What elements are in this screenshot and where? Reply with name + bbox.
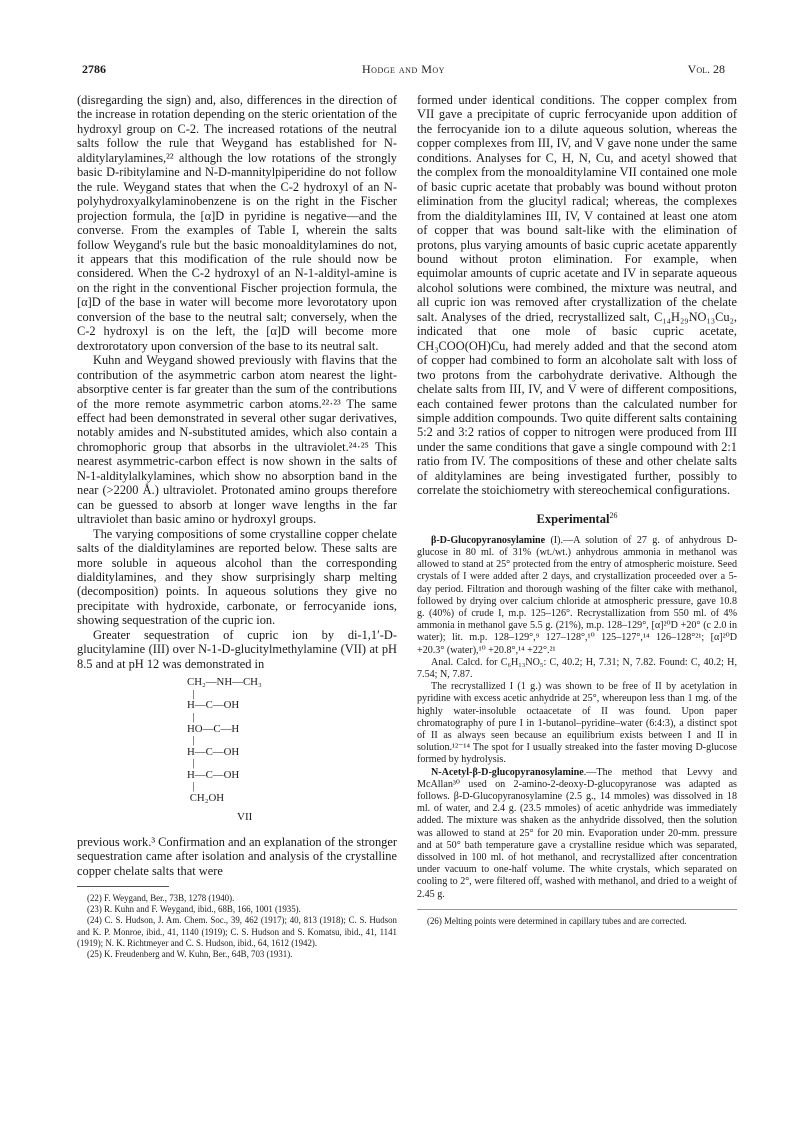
procedure-paragraph bbox=[417, 767, 737, 901]
footnote: (24) C. S. Hudson, J. Am. Chem. Soc., 39, 462 (1917); 40, 813 (1918); C. S. Hudson and K. P. Monroe, ibid., 41, 1140 (1919); C. S. Hudson and S. Komatsu, ibid., 41, 1141 (1919); N. K. Richtmeyer and C. S. Hudson, ibid., 64, 1612 (1942). bbox=[77, 915, 397, 948]
paragraph: Greater sequestration of cupric ion by di-1,1′-D-glucitylamine (III) over N-1-D-glucitylmethylamine (VII) at pH 8.5 and at pH 12 was demonstrated in bbox=[77, 627, 397, 671]
procedure-text: .—The method that Levvy and McAllan³⁰ used on 2-amino-2-deoxy-D-glucopyranose was adapted as follows. β-D-Glucopyranosylamine (2.5 g., 14 mmoles) was dissolved in 18 ml. of water, and 2.4 g. (23.5 mmoles) of acetic anhydride was immediately added. The mixture was shaken as the anhydride dissolved, then the solution was allowed to stand at 25° for 20 min. Evaporation under 20-mm. pressure and at 50° bath temperature gave a crystalline residue which was separated, dissolved in 100 ml. of hot methanol, and recrystallized after concentration under vacuum to one-half volume. The white crystals, which separated on cooling to 2°, were filtered off, washed with methanol, and dried to a weight of 2.45 g. bbox=[417, 766, 737, 900]
structure-label: VII bbox=[237, 810, 253, 823]
footnote: (23) R. Kuhn and F. Weygand, ibid., 68B, 166, 1001 (1935). bbox=[87, 904, 301, 915]
footnote-rule bbox=[417, 909, 737, 910]
left-column bbox=[77, 93, 397, 960]
paragraph: The varying compositions of some crystalline copper chelate salts of the dialditylamines are reported below. These salts are more soluble in aqueous alcohol than the corresponding dialditylamines, and they show surprisingly sharp melting (decomposition) points. In aqueous solutions they give no precipitate with hydroxide, carbonate, or ferrocyanide ions, showing sequestration of the cupric ion. bbox=[77, 526, 397, 628]
page-number: 2786 bbox=[82, 62, 106, 76]
paragraph: previous work.³ Confirmation and an explanation of the stronger sequestration came after isolation and analysis of the crystalline copper chelate salts that were bbox=[77, 834, 397, 878]
right-column bbox=[417, 93, 737, 927]
procedure-text: (I).—A solution of 27 g. of anhydrous D-glucose in 80 ml. of 31% (wt./wt.) anhydrous ammonia in methanol was allowed to stand at 25° protected from the entry of atmospheric moisture. Seed crystals of I were added after 2 days, and crystallization proceeded over a 5-day period. Filtration and thorough washing of the filter cake with methanol, followed by drying over calcium chloride at atmospheric pressure, gave 10.8 g. (40%) of crude I, m.p. 125–126°. Recrystallization from 550 ml. of 4% ammonia in methanol gave 5.5 g. (21%), m.p. 128–129°, [α]²⁰D +20° (c 2.0 in water); lit. m.p. 128–129°,⁹ 127–128°,¹⁰ 125–127°,¹⁴ 126–128°²¹; [α]²⁰D +20.3° (water),¹⁰ +20.8°,¹⁴ +22°.²¹ bbox=[417, 534, 737, 656]
footnote: (25) K. Freudenberg and W. Kuhn, Ber., 64B, 703 (1931). bbox=[87, 949, 293, 960]
analysis-line: Anal. Calcd. for C₆H₁₃NO₅: C, 40.2; H, 7.31; N, 7.82. Found: C, 40.2; H, 7.54; N, 7.87. bbox=[417, 656, 737, 680]
paragraph: (disregarding the sign) and, also, differences in the direction of the increase in rotation depending on the steric orientation of the hydroxyl group on C-2. The increased rotations of the neutral salts follow the rule that Weygand has established for N-alditylarylamines,²² although the low rotations of the strongly basic D-ribitylamine and N-D-mannitylpiperidine do not follow the rule. Weygand states that when the C-2 hydroxyl of an N-polyhydroxyalkylaminobenzene is on the right in the Fischer projection formula, the [α]D in pyridine is negative—and the converse. From the examples of Table I, wherein the salts follow Weygand's rule but the basic monoalditylamines do not, it appears that this modification of the rule should now be considered. When the C-2 hydroxyl of an N-1-aldityl-amine is on the right in the conventional Fischer projection formula, the [α]D of the base in water will become more levorotatory upon conversion of the base to the neutral salt; conversely, when the C-2 hydroxyl is on the left, the [α]D will become more dextrorotatory upon conversion of the base to its neutral salt. bbox=[77, 93, 397, 353]
procedure-paragraph: The recrystallized I (1 g.) was shown to be free of II by acetylation in pyridine with excess acetic anhydride at 25°, whereupon less than 1 mg. of the highly water-insoluble octaacetate of II was found. Upon paper chromatography of pure I in 1-butanol–pyridine–water (6:4:3), a distinct spot of II as always seen because an equilibrium exists between I and II in solution.¹²⁻¹⁴ The spot for I usually streaked into the faster moving D-glucose formed by hydrolysis. bbox=[417, 681, 737, 766]
section-title: Experimental bbox=[536, 511, 610, 526]
footnote-rule bbox=[77, 886, 169, 887]
compound-heading: N-Acetyl-β-D-glucopyranosylamine bbox=[431, 766, 584, 778]
paragraph: Kuhn and Weygand showed previously with flavins that the contribution of the asymmetric carbon atom nearest the light-absorptive center is far greater than the sum of the contributions of the more remote asymmetric carbon atoms.²²·²³ The same effect had been demonstrated in several other sugar derivatives, notably amides and N-substituted amides, which also contain a chromophoric group that absorbs in the ultraviolet.²⁴·²⁵ This nearest asymmetric-carbon effect is now shown in the salts of N-1-alditylalkylamines, which show no absorption band in the near (>2200 Å.) ultraviolet. Protonated amino groups therefore can be guessed to absorb at longer wave lengths in the far ultraviolet than basic amino or hydroxyl groups. bbox=[77, 353, 397, 527]
footnotes bbox=[417, 916, 737, 927]
section-heading bbox=[417, 512, 737, 527]
procedure-paragraph bbox=[417, 535, 737, 657]
paragraph: formed under identical conditions. The copper complex from VII gave a precipitate of cupric ferrocyanide upon addition of the ferrocyanide ion to a dilute aqueous solution, whereas the copper complexes from III, IV, and V gave none under the same conditions. Analyses for C, H, N, Cu, and acetyl showed that the complex from the monoalditylamine VII contained one mole of basic cupric acetate that probably was bound without proton elimination from the glucityl radical; whereas, the complexes from the dialditylamines III, IV, V contained at least one atom of copper that was bound salt-like with the elimination of protons, plus varying amounts of basic cupric acetate apparently bound without proton elimination. For example, when equimolar amounts of cupric acetate and IV in separate aqueous alcohol solutions were combined, the mixture was neutral, and all cupric ion was removed after crystallization of the chelate salt. Analyses of the dried, recrystallized salt, C₁₄H₂₉NO₁₃Cu₂, indicated that one mole of basic cupric acetate, CH₃COO(OH)Cu, had merely added and that the second atom of copper had combined to form an alcoholate salt with loss of two protons from the carbohydrate derivative. Although the chelate salts from III, IV, and V were of different compositions, each contained fewer protons than the calculated number for simple addition compounds. Two quite different salts containing 5:2 and 3:2 ratios of copper to nitrogen were produced from III under the same conditions that gave a single compound with 2:1 ratio from IV. The compositions of these and other chelate salts of alditylamines are being investigated further, possibly to correlate the stoichiometry with stereochemical configurations. bbox=[417, 93, 737, 498]
compound-heading: β-D-Glucopyranosylamine bbox=[431, 534, 546, 546]
section-footnote-marker: 26 bbox=[609, 510, 618, 520]
footnotes bbox=[77, 893, 397, 960]
structure-formula-vii: CH₂—NH—CH₃ | H—C—OH | HO—C—H | H—C—OH | H—C—OH | CH₂OH bbox=[187, 676, 262, 805]
experimental-section bbox=[417, 535, 737, 901]
footnote: (22) F. Weygand, Ber., 73B, 1278 (1940). bbox=[87, 893, 235, 904]
running-head-authors: Hodge and Moy bbox=[362, 62, 445, 76]
footnote: (26) Melting points were determined in capillary tubes and are corrected. bbox=[427, 915, 687, 926]
volume-label: Vol. 28 bbox=[687, 62, 725, 76]
